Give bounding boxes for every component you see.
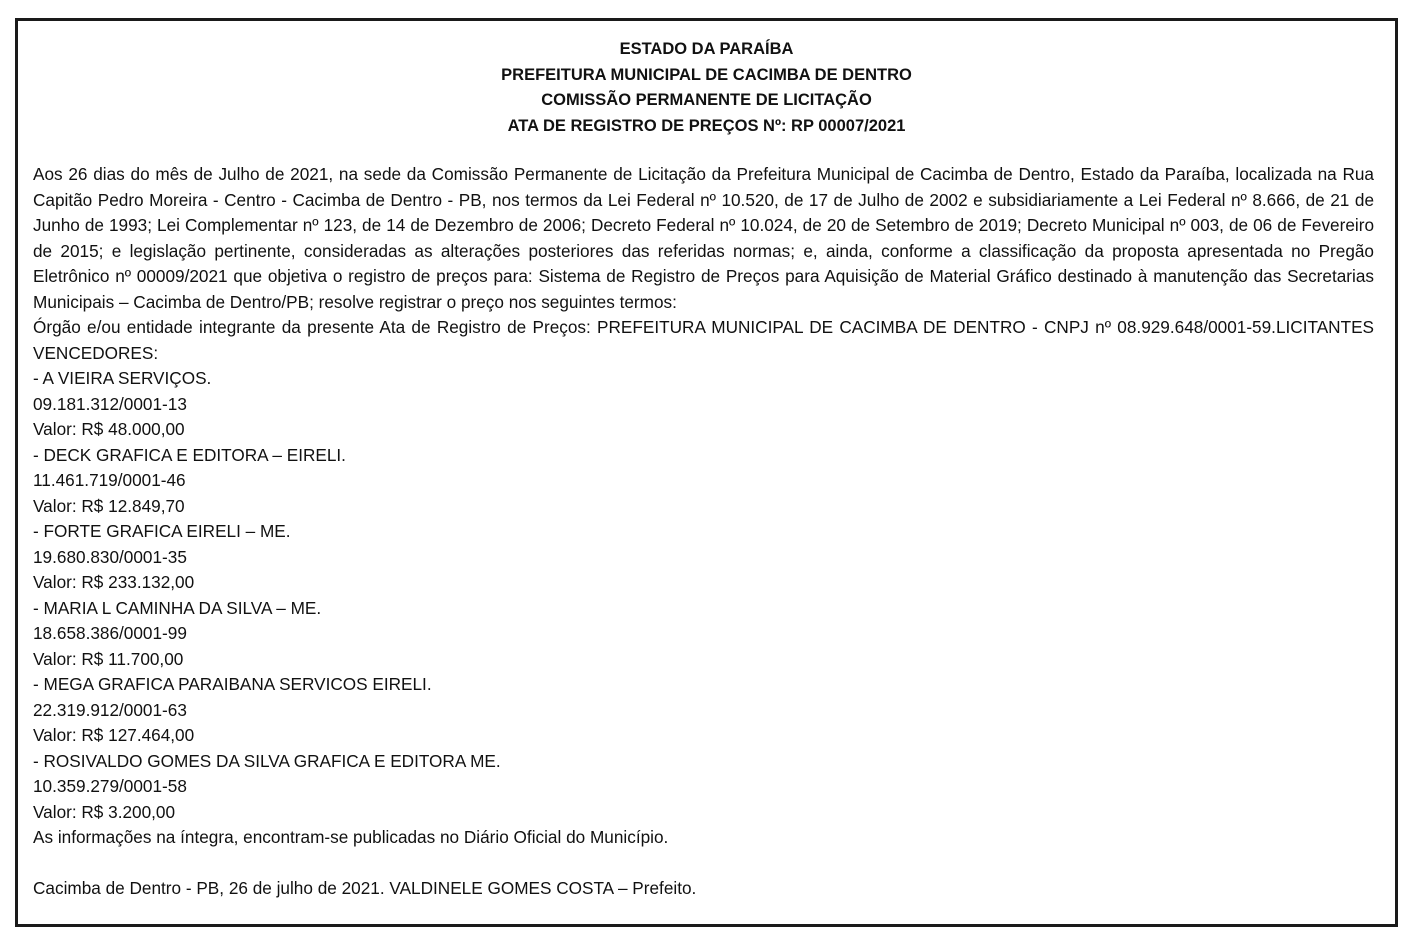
vendor-cnpj: 10.359.279/0001-58: [33, 776, 187, 796]
vendor-cnpj: 11.461.719/0001-46: [33, 470, 186, 490]
vendor-list: [33, 366, 1374, 825]
closing-note: As informações na íntegra, encontram-se publicadas no Diário Oficial do Município.: [33, 827, 669, 847]
vendor-cnpj: 19.680.830/0001-35: [33, 546, 187, 567]
vendor-cnpj: 09.181.312/0001-13: [33, 393, 187, 414]
vendor-valor: Valor: R$ 3.200,00: [33, 801, 176, 822]
intro-paragraph: Aos 26 dias do mês de Julho de 2021, na sede da Comissão Permanente de Licitação da Prefeitura Municipal de Cacimba de Dentro, Estado da Paraíba, localizada na Rua Capitão Pedro Moreira - Centro - Cacimba de Dentro - PB, nos termos da Lei Federal nº 10.520, de 17 de Julho de 2002 e subsidiariamente a Lei Federal nº 8.666, de 21 de Junho de 1993; Lei Complementar nº 123, de 14 de Dezembro de 2006; Decreto Federal nº 10.024, de 20 de Setembro de 2019; Decreto Municipal nº 003, de 06 de Fevereiro de 2015; e legislação pertinente, consideradas as alterações posteriores das referidas normas; e, ainda, conforme a classificação da proposta apresentada no Pregão Eletrônico nº 00009/2021 que objetiva o registro de preços para: Sistema de Registro de Preços para Aquisição de Material Gráfico destinado à manutenção das Secretarias Municipais – Cacimba de Dentro/PB; resolve registrar o preço nos seguintes termos:: [33, 164, 1374, 312]
document-body: [33, 162, 1374, 902]
header-comissao: COMISSÃO PERMANENTE DE LICITAÇÃO: [541, 91, 872, 109]
signature-line: Cacimba de Dentro - PB, 26 de julho de 2021. VALDINELE GOMES COSTA – Prefeito.: [33, 878, 697, 898]
vendor-name: - ROSIVALDO GOMES DA SILVA GRAFICA E EDITORA ME.: [33, 750, 501, 771]
vendor-valor: Valor: R$ 233.132,00: [33, 572, 195, 592]
vendor-name: - A VIEIRA SERVIÇOS.: [33, 368, 212, 388]
vendor-valor: Valor: R$ 127.464,00: [33, 725, 195, 745]
vendor-name: - FORTE GRAFICA EIRELI – ME.: [33, 521, 291, 541]
document-header: [18, 37, 1395, 139]
vendor-name: - DECK GRAFICA E EDITORA – EIRELI.: [33, 444, 346, 465]
vendor-cnpj: 22.319.912/0001-63: [33, 699, 187, 720]
vendor-valor: Valor: R$ 11.700,00: [33, 648, 184, 669]
blank-line: [33, 851, 1374, 877]
vendor-valor: Valor: R$ 48.000,00: [33, 419, 185, 439]
document-frame: [15, 18, 1398, 927]
header-state: ESTADO DA PARAÍBA: [619, 40, 794, 58]
orgao-paragraph: Órgão e/ou entidade integrante da presente Ata de Registro de Preços: PREFEITURA MUNICIPAL DE CACIMBA DE DENTRO - CNPJ nº 08.929.648/0001-59.LICITANTES VENCEDORES:: [33, 317, 1374, 363]
vendor-name: - MEGA GRAFICA PARAIBANA SERVICOS EIRELI.: [33, 674, 432, 694]
vendor-cnpj: 18.658.386/0001-99: [33, 623, 187, 643]
header-ata-title: ATA DE REGISTRO DE PREÇOS Nº: RP 00007/2021: [507, 116, 906, 135]
vendor-name: - MARIA L CAMINHA DA SILVA – ME.: [33, 597, 322, 618]
header-prefeitura: PREFEITURA MUNICIPAL DE CACIMBA DE DENTRO: [501, 65, 912, 84]
vendor-valor: Valor: R$ 12.849,70: [33, 495, 185, 516]
